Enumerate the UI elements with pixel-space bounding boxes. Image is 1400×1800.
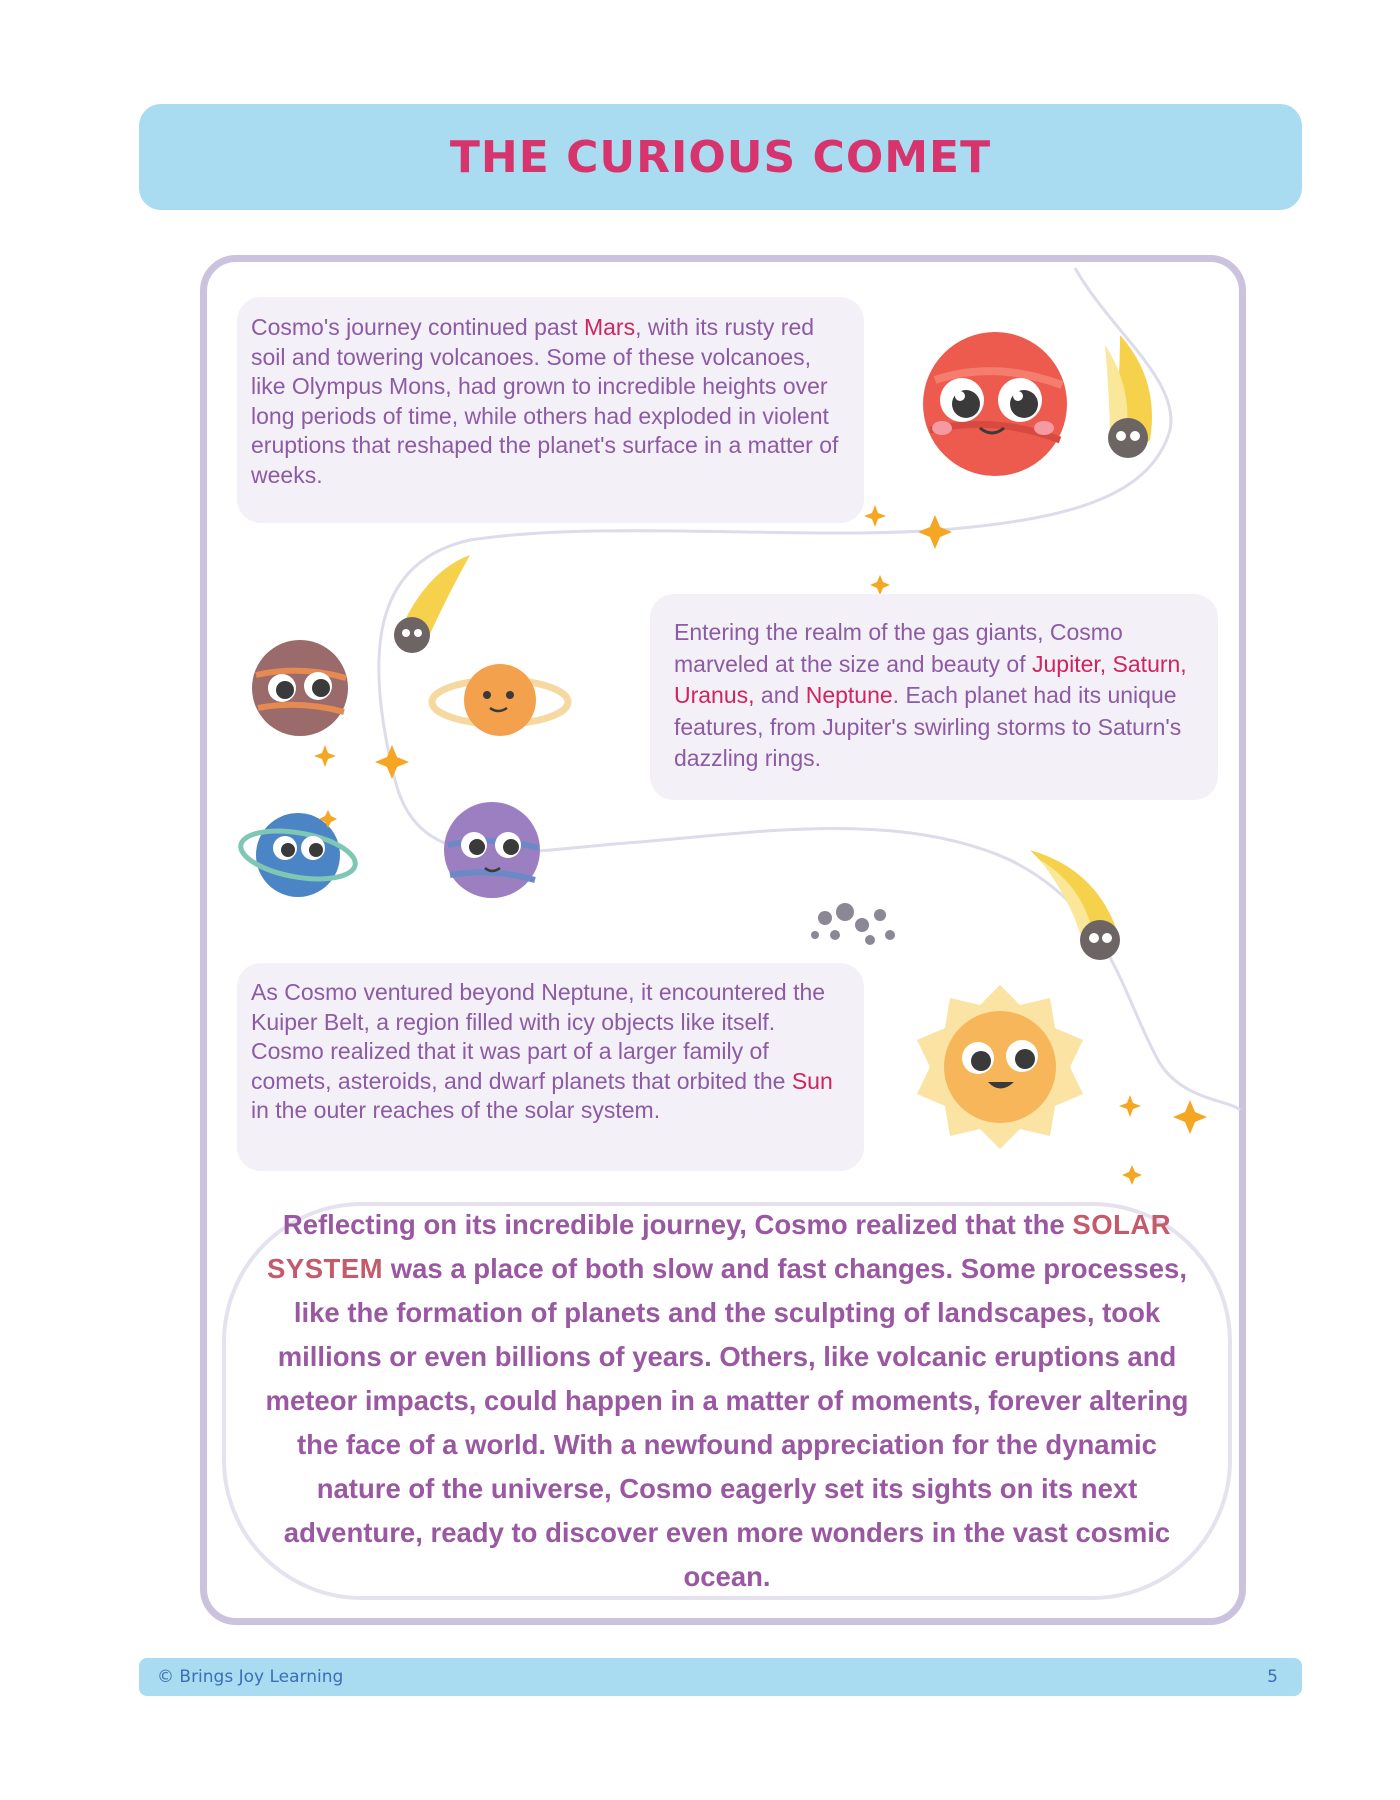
reflection-bubble — [222, 1202, 1232, 1600]
footer-bar — [139, 1658, 1302, 1696]
mars-paragraph: Cosmo's journey continued past Mars, with its rusty red soil and towering volcanoes. Some of these volcanoes, like Olympus Mons, had grown to incredible heights over long periods of time, while others had exploded in violent eruptions that reshaped the planet's surface in a matter of weeks. — [237, 297, 864, 523]
highlight-jupiter: Jupiter, — [1032, 650, 1107, 677]
highlight-neptune: Neptune — [805, 682, 893, 708]
highlight-saturn: Saturn, — [1112, 650, 1187, 677]
copyright-text: © Brings Joy Learning — [157, 1667, 344, 1687]
page-title: THE CURIOUS COMET — [449, 131, 992, 183]
kuiper-belt-paragraph: As Cosmo ventured beyond Neptune, it encountered the Kuiper Belt, a region filled with icy objects like itself. Cosmo realized that it was part of a larger family of comets, asteroids, and dwarf planets that orbited the Sun in the outer reaches of the solar system. — [237, 963, 864, 1171]
page-number: 5 — [1267, 1667, 1278, 1687]
highlight-sun: Sun — [791, 1067, 833, 1094]
reflection-paragraph: Reflecting on its incredible journey, Cosmo realized that the SOLAR SYSTEM was a place of both slow and fast changes. Some processes, like the formation of planets and the sculpting of landscapes, took millions or even billions of years. Others, like volcanic eruptions and meteor impacts, could happen in a matter of moments, forever altering the face of a world. With a newfound appreciation for the dynamic nature of the universe, Cosmo eagerly set its sights on its next adventure, ready to discover even more wonders in the vast cosmic ocean. — [265, 1209, 1189, 1592]
title-banner — [139, 104, 1302, 210]
gas-giants-paragraph: Entering the realm of the gas giants, Cosmo marveled at the size and beauty of Jupiter, Saturn, Uranus, and Neptune. Each planet had its unique features, from Jupiter's swirling storms to Saturn's dazzling rings. — [650, 594, 1218, 800]
highlight-uranus: Uranus, — [674, 682, 755, 708]
highlight-solar-system: SOLAR SYSTEM — [267, 1209, 1172, 1284]
highlight-mars: Mars — [583, 314, 636, 340]
